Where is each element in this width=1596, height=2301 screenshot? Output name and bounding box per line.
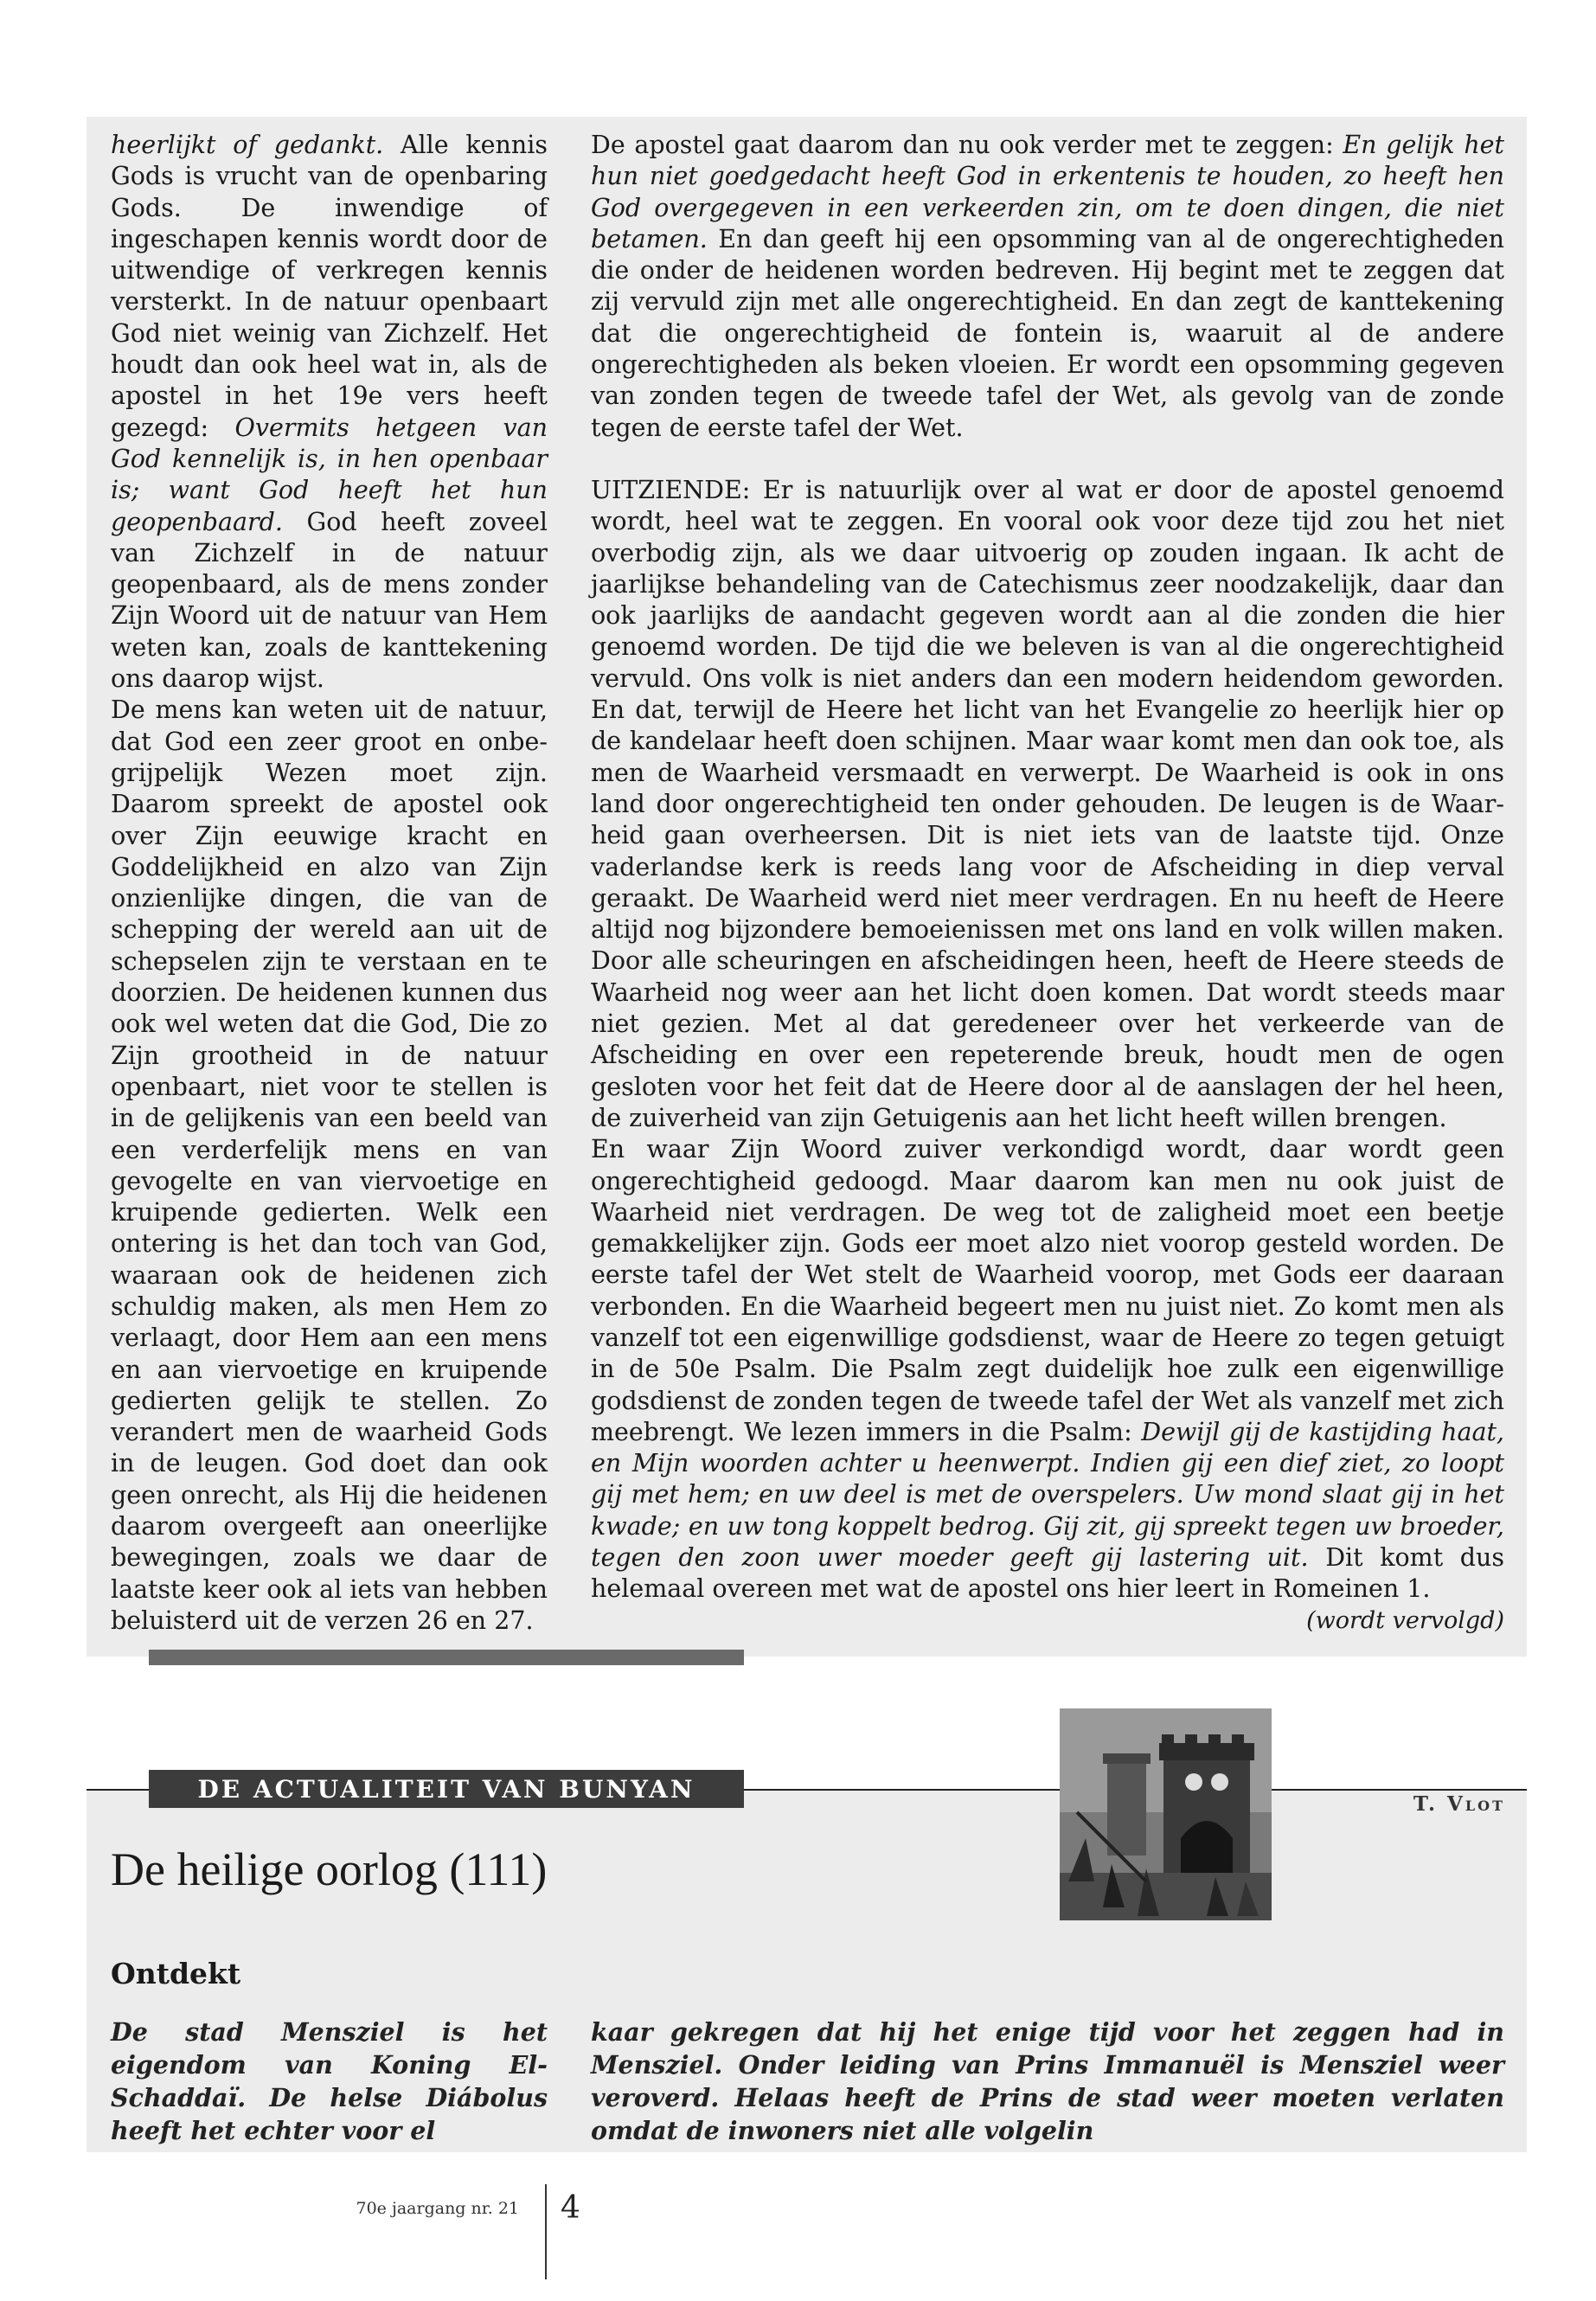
right-column [591,130,1504,1637]
text-run: En dan geeft hij een opsomming van al de ongerechtigheden die onder de heidenen worden bedreven. Hij begint met te zeggen dat zij vervuld zijn met alle ongerechtigheid. En dan zegt de kanttekening dat die ongerechtigheid de fontein is, waaruit al de andere ongerechtigheden als beken vloeien. Er wordt een opsomming gegeven van zonden tegen de tweede tafel der Wet, als gevolg van de zonde tegen de eerste tafel der Wet. [591,224,1504,442]
text-run: En waar Zijn Woord zuiver verkondigd wordt, daar wordt geen ongerechtigheid gedoogd. Maar daarom kan men nu ook juist de Waarheid niet verdragen. De weg tot de zaligheid moet een beetje gemakkelijker zijn. Gods eer moet alzo niet voorop gesteld worden. De eerste tafel der Wet stelt de Waarheid voorop, met Gods eer daaraan verbonden. En die Waarheid begeert men nu juist niet. Zo komt men als vanzelf tot een eigenwillige godsdienst, waar de Heere zo tegen getuigt in de 50e Psalm. Die Psalm zegt duidelijk hoe zulk een eigenwillige godsdienst de zonden tegen de tweede tafel der Wet als vanzelf met zich meebrengt. We lezen immers in die Psalm: [591,1135,1504,1446]
paragraph [591,1134,1504,1605]
issue-info: 70e jaargang nr. 21 [356,2199,519,2218]
paragraph [111,695,548,1637]
subheading: Ontdekt [111,1957,241,1990]
continued-note: (wordt vervolgd) [1306,1606,1504,1634]
quoted-text: Dewijl gij de kastijding haat, en Mijn woorden achter u heenwerpt. Indien gij een dief ziet, zo loopt gij met hem; en uw deel is met de overspelers. Uw mond slaat gij in het kwade; en uw tong koppelt bedrog. Gij zit, gij spreekt tegen uw broeder, tegen den zoon uwer moeder geeft gij lastering uit. [591,1417,1504,1573]
paragraph [591,475,1504,1134]
paragraph [111,130,548,695]
footer-rule [545,2184,547,2279]
section-banner: DE ACTUALITEIT VAN BUNYAN [149,1770,744,1808]
text-run: God heeft zoveel van Zichzelf in de natuur geopenbaard, als de mens zonder Zijn Woord uit de natuur van Hem weten kan, zoals de kanttekening ons daarop wijst. [111,507,548,694]
author-name: T. Vlot [1413,1792,1505,1816]
text-run: De apostel gaat daarom dan nu ook verder met te zeggen: [591,131,1343,159]
text-run: Dit komt dus helemaal overeen met wat de apostel ons hier leert in Romeinen 1. [591,1543,1505,1604]
left-column [111,130,548,1637]
intro-right: kaar gekregen dat hij het enige tijd voor het zeggen had in Mensziel. Onder leiding van Prins Immanuël is Mensziel weer veroverd. Helaas heeft de Prins de stad weer moeten verlaten omdat de inwoners niet alle volgelin [591,2017,1504,2145]
text-run: De mens kan weten uit de natuur, dat God een zeer groot en onbegrijpelijk Wezen moet zijn. Daarom spreekt de apostel ook over Zijn eeuwige kracht en Goddelijkheid en alzo van Zijn onzienlijke dingen, die van de schepping der wereld aan uit de schepselen zijn te verstaan en te doorzien. De heidenen kunnen dus ook wel weten dat die God, Die zo Zijn grootheid in de natuur openbaart, niet voor te stellen is in de gelijkenis van een beeld van een verderfelijk mens en van gevogelte en van viervoetige en kruipende gedierten. Welk een ontering is het dan toch van God, waaraan ook de heidenen zich schuldig maken, als men Hem zo verlaagt, door Hem aan een mens en aan viervoetige en kruipende gedierten gelijk te stellen. Zo verandert men de waarheid Gods in de leugen. God doet dan ook geen onrecht, als Hij die heidenen daarom overgeeft aan oneerlijke bewegingen, zoals we daar de laatste keer ook al iets van hebben beluisterd uit de verzen 26 en 27. [111,695,548,1635]
paragraph [591,130,1504,444]
text-run: UITZIENDE: Er is natuurlijk over al wat er door de apostel genoemd wordt, heel wat te zeggen. En vooral ook voor deze tijd zou het niet overbodig zijn, als we daar uitvoerig op zouden ingaan. Ik acht de jaarlijkse behandeling van de Catechismus zeer noodzakelijk, daar dan ook jaarlijks de aandacht gegeven wordt aan al die zonden die hier genoemd worden. De tijd die we beleven is van al die ongerechtigheid vervuld. Ons volk is niet anders dan een modern heidendom geworden. En dat, terwijl de Heere het licht van het Evangelie zo heerlijk hier op de kandelaar heeft doen schijnen. Maar waar komt men dan ook toe, als men de Waarheid versmaadt en verwerpt. De Waarheid is ook in ons land door ongerechtigheid ten onder gehouden. De leugen is de Waarheid gaan overheersen. Dit is niet iets van de laatste tijd. Onze vaderlandse kerk is reeds lang voor de Afscheiding in diep verval geraakt. De Waarheid werd niet meer verdragen. En nu heeft de Heere altijd nog bijzondere bemoeienissen met ons land en volk willen maken. Door alle scheuringen en afscheidingen heen, heeft de Heere steeds de Waarheid nog weer aan het licht doen komen. Dat wordt steeds maar niet gezien. Met al dat geredeneer over het verkeerde van de Afscheiding en over een repeterende breuk, houdt men de ogen gesloten voor het feit dat de Heere door al de aanslagen der hel heen, de zuiverheid van zijn Getuigenis aan het licht heeft willen brengen. [591,475,1504,1132]
page-number: 4 [561,2190,580,2226]
quoted-text: heerlijkt of gedankt. [111,131,384,159]
quoted-text: En gelijk het hun niet goedgedacht heeft God in erkentenis te houden, zo heeft hen God overgegeven in een verkeerden zin, om te doen dingen, die niet betamen. [591,131,1505,253]
article-title: De heilige oorlog (111) [111,1843,548,1895]
siege-illustration [1060,1708,1272,1920]
divider-bar [149,1650,744,1665]
intro-left: De stad Mensziel is het eigendom van Koning El-Schaddaï. De helse Diábolus heeft het echter voor el [111,2017,548,2145]
quoted-text: Overmits hetgeen van God kennelijk is, in hen openbaar is; want God heeft het hun geopenbaard. [111,413,548,536]
text-run: Alle kennis Gods is vrucht van de openbaring Gods. De inwendige of ingeschapen kennis wordt door de uitwendige of verkregen kennis versterkt. In de natuur openbaart God niet weinig van Zichzelf. Het houdt dan ook heel wat in, als de apostel in het 19e vers heeft gezegd: [111,131,548,442]
